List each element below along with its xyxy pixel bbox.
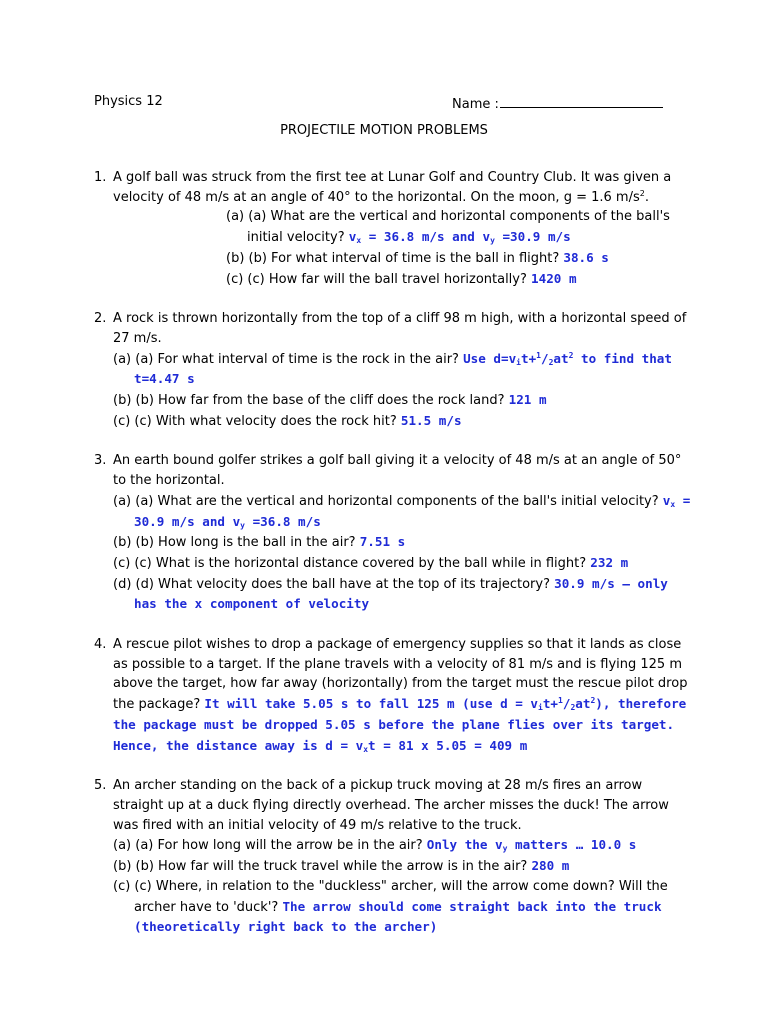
- part-c: [226, 269, 694, 290]
- part-c: [113, 553, 694, 574]
- problem-1: [94, 168, 694, 289]
- part-d: [113, 574, 694, 615]
- course-name: Physics 12: [94, 94, 163, 109]
- question-text: (a) (a) For how long will the arrow be in the air?: [113, 838, 427, 854]
- part-c: [113, 877, 694, 938]
- problem-stem: A rock is thrown horizontally from the top of a cliff 98 m high, with a horizontal speed of 27 m/s.: [113, 311, 687, 346]
- question-text: (c) (c) How far will the ball travel horizontally?: [226, 271, 532, 287]
- question-text: (c) (c) Where, in relation to the "duckless" archer, will the arrow come down? Will the archer have to 'duck'?: [113, 878, 668, 915]
- problem-stem: [113, 635, 694, 756]
- problem-number: 1.: [94, 170, 107, 185]
- name-blank-line[interactable]: [500, 94, 663, 108]
- part-c: [113, 411, 694, 432]
- part-a: [226, 207, 694, 247]
- part-b: [226, 248, 694, 269]
- page-title: PROJECTILE MOTION PROBLEMS: [280, 123, 488, 138]
- answer-text: 280 m: [531, 858, 570, 874]
- answer-text: Use $d=v_it+^1/_2at^2$ to find that t=4.47 s: [134, 350, 672, 387]
- problem-number: 3.: [94, 453, 107, 469]
- answer-text: It will take 5.05 s to fall 125 m (use $d = v_it+^1/_2at^2$), therefore the package must be dropped 5.05 s before the plane flies over its target. Hence, the distance away is $d = v_xt = 81$ x 5.05 = 409 m: [113, 696, 687, 754]
- question-text: (c) (c) With what velocity does the rock hit?: [113, 413, 401, 429]
- problem-5: [94, 776, 694, 938]
- problem-3: [94, 451, 694, 615]
- problem-stem: [113, 168, 694, 207]
- question-text: (b) (b) For what interval of time is the ball in flight?: [226, 250, 564, 266]
- problem-stem: An earth bound golfer strikes a golf ball giving it a velocity of 48 m/s at an angle of 50° to the horizontal.: [113, 453, 682, 489]
- answer-text: $v_x = 30.9$ m/s and $v_y =36.8$ m/s: [134, 492, 691, 530]
- problem-2: [94, 309, 694, 431]
- answer-text: Only the $v_y$ matters … 10.0 s: [426, 837, 637, 854]
- answer-text: 51.5 m/s: [400, 412, 462, 428]
- question-text: (b) (b) How long is the ball in the air?: [113, 535, 360, 551]
- question-text: (a) (a) What are the vertical and horizontal components of the ball's initial velocity?: [226, 209, 670, 246]
- part-a: [113, 349, 694, 390]
- answer-text: 232 m: [590, 554, 629, 570]
- exponent: 2: [639, 188, 645, 198]
- problem-list: [94, 168, 694, 958]
- answer-text: 7.51 s: [359, 534, 406, 550]
- question-text: (c) (c) What is the horizontal distance covered by the ball while in flight?: [113, 555, 591, 571]
- name-label: Name :: [452, 97, 499, 112]
- answer-text: 1420 m: [531, 270, 577, 286]
- worksheet-header: [0, 94, 768, 114]
- question-text: (b) (b) How far from the base of the cliff does the rock land?: [113, 393, 509, 409]
- problem-number: 5.: [94, 778, 107, 794]
- question-text: (d) (d) What velocity does the ball have at the top of its trajectory?: [113, 576, 555, 592]
- stem-text: A golf ball was struck from the first tee at Lunar Golf and Country Club. It was given a velocity of 48 m/s at an angle of 40° to the horizontal. On the moon, g = 1.6 m/s: [113, 170, 672, 205]
- question-text: (a) (a) What are the vertical and horizontal components of the ball's initial velocity?: [113, 493, 663, 509]
- answer-text: $v_x = 36.8$ m/s and $v_y =30.9$ m/s: [348, 229, 571, 246]
- problem-parts: [226, 207, 694, 289]
- answer-text: 38.6 s: [563, 249, 609, 265]
- answer-text: 30.9 m/s – only has the x component of velocity: [134, 575, 668, 612]
- problem-parts: [113, 835, 694, 938]
- problem-stem: An archer standing on the back of a pickup truck moving at 28 m/s fires an arrow straight up at a duck flying directly overhead. The archer misses the duck! The arrow was fired with an initial velocity of 49 m/s relative to the truck.: [113, 778, 669, 833]
- problem-4: [94, 635, 694, 756]
- answer-text: 121 m: [508, 392, 547, 408]
- problem-number: 4.: [94, 637, 107, 653]
- part-b: [113, 390, 694, 411]
- problem-parts: [113, 349, 694, 432]
- part-a: [113, 835, 694, 856]
- stem-text: A rescue pilot wishes to drop a package of emergency supplies so that it lands as close as possible to a target. If the plane travels with a velocity of 81 m/s and is flying 125 m above the target, how far away (horizontally) from the target must the rescue pilot drop the package?: [113, 637, 688, 713]
- problem-number: 2.: [94, 311, 107, 327]
- student-name-field[interactable]: [452, 94, 663, 112]
- part-b: [113, 532, 694, 553]
- part-b: [113, 856, 694, 877]
- stem-tail: .: [644, 189, 649, 205]
- problem-parts: [113, 491, 694, 615]
- question-text: (a) (a) For what interval of time is the rock in the air?: [113, 351, 464, 367]
- answer-text: The arrow should come straight back into the truck (theoretically right back to the archer): [134, 898, 662, 935]
- part-a: [113, 491, 694, 532]
- question-text: (b) (b) How far will the truck travel while the arrow is in the air?: [113, 859, 532, 875]
